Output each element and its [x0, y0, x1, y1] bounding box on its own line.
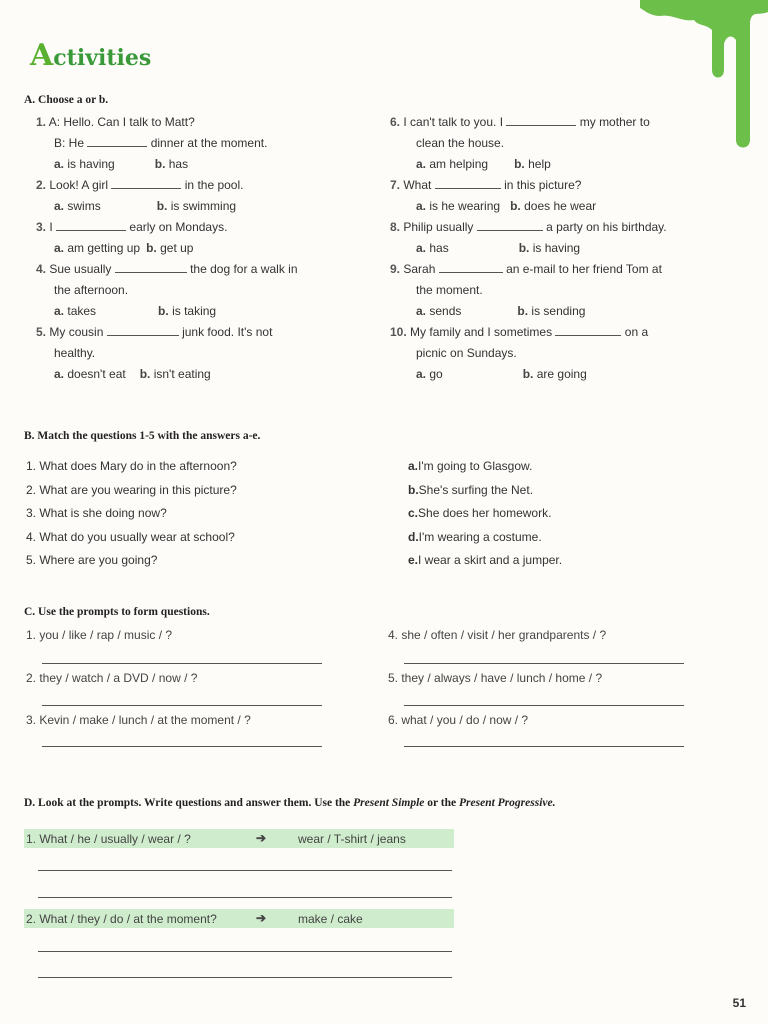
d-answer-prompt-1: wear / T-shirt / jeans	[298, 832, 406, 846]
question-6: 6. I can't talk to you. I my mother to clean the house.	[390, 115, 650, 150]
answer-blank[interactable]	[115, 260, 187, 273]
match-question: 4. What do you usually wear at school?	[26, 529, 235, 544]
page-title: Activities	[30, 38, 152, 73]
answer-line[interactable]	[38, 976, 452, 978]
question-3: 3. I early on Mondays.	[36, 220, 228, 234]
answer-blank[interactable]	[477, 218, 543, 231]
answer-line[interactable]	[38, 950, 452, 952]
question-4: 4. Sue usually the dog for a walk in the afternoon.	[36, 262, 298, 297]
answer-blank[interactable]	[87, 134, 147, 147]
d-prompt-2: 2. What / they / do / at the moment?	[26, 912, 217, 926]
answer-blank[interactable]	[107, 323, 179, 336]
prompt-2: 2. they / watch / a DVD / now / ?	[26, 671, 198, 685]
question-9: 9. Sarah an e-mail to her friend Tom at the moment.	[390, 262, 662, 297]
answer-blank[interactable]	[56, 218, 126, 231]
section-b-heading: B. Match the questions 1-5 with the answers a-e.	[24, 430, 261, 442]
arrow-icon: ➔	[256, 831, 267, 845]
answer-line[interactable]	[42, 662, 322, 664]
match-question: 3. What is she doing now?	[26, 506, 167, 520]
answer-line[interactable]	[42, 745, 322, 747]
match-question: 5. Where are you going?	[26, 553, 158, 567]
match-question: 2. What are you wearing in this picture?	[26, 482, 237, 497]
prompt-1: 1. you / like / rap / music / ?	[26, 628, 173, 642]
answer-line[interactable]	[404, 662, 684, 664]
answer-line[interactable]	[404, 745, 684, 747]
answer-blank[interactable]	[439, 260, 503, 273]
answer-line[interactable]	[38, 869, 452, 871]
question-10: 10. My family and I sometimes on a picnic on Sundays.	[390, 325, 649, 360]
answer-line[interactable]	[42, 704, 322, 706]
answer-line[interactable]	[38, 896, 452, 898]
match-answer: c.She does her homework.	[408, 506, 552, 520]
question-7: 7. What in this picture?	[390, 178, 582, 192]
match-answer: a.I'm going to Glasgow.	[408, 459, 533, 473]
match-question: 1. What does Mary do in the afternoon?	[26, 459, 237, 473]
match-answer: b.She's surfing the Net.	[408, 482, 534, 497]
question-8: 8. Philip usually a party on his birthday.	[390, 220, 667, 234]
prompt-4: 4. she / often / visit / her grandparents / ?	[388, 628, 607, 642]
match-answer: e.I wear a skirt and a jumper.	[408, 553, 563, 567]
answer-blank[interactable]	[555, 323, 621, 336]
answer-blank[interactable]	[111, 176, 181, 189]
arrow-icon: ➔	[256, 911, 267, 925]
section-a-heading: A. Choose a or b.	[24, 94, 109, 106]
prompt-5: 5. they / always / have / lunch / home / ?	[388, 671, 603, 685]
question-2: 2. Look! A girl in the pool.	[36, 178, 244, 192]
section-a-left-column: 1. A: Hello. Can I talk to Matt? B: He dinner at the moment. a. is having b. has 2. Look! A girl in the pool. a. swims b. is swimming 3. I early on Mondays. a. am getting up b. get up 4. Sue usually the dog for a walk in the afternoon. a. takes b. is taking 5. My cousin junk food. It's not healthy. a. doesn't eat b. isn't eating	[36, 112, 366, 385]
section-a-right-column: 6. I can't talk to you. I my mother to clean the house. a. am helping b. help 7. What in this picture? a. is he wearing b. does he wear 8. Philip usually a party on his birthday. a. has b. is having 9. Sarah an e-mail to her friend Tom at the moment. a. sends b. is sending 10. My family and I sometimes on a picnic on Sundays. a. go b. are going	[390, 112, 720, 385]
d-prompt-1: 1. What / he / usually / wear / ?	[26, 832, 191, 846]
prompt-3: 3. Kevin / make / lunch / at the moment / ?	[26, 713, 251, 727]
question-1: 1. A: Hello. Can I talk to Matt? B: He dinner at the moment.	[36, 115, 268, 150]
section-b-questions	[26, 455, 237, 573]
answer-line[interactable]	[404, 704, 684, 706]
answer-blank[interactable]	[506, 113, 576, 126]
prompt-6: 6. what / you / do / now / ?	[388, 713, 529, 727]
question-5: 5. My cousin junk food. It's not healthy.	[36, 325, 273, 360]
section-b-answers	[408, 455, 562, 573]
section-c-heading: C. Use the prompts to form questions.	[24, 606, 210, 618]
match-answer: d.I'm wearing a costume.	[408, 529, 542, 544]
d-answer-prompt-2: make / cake	[298, 912, 363, 926]
section-d-heading: D. Look at the prompts. Write questions and answer them. Use the Present Simple or the Present Progressive.	[24, 797, 556, 809]
page-number: 51	[732, 996, 746, 1010]
answer-blank[interactable]	[435, 176, 501, 189]
